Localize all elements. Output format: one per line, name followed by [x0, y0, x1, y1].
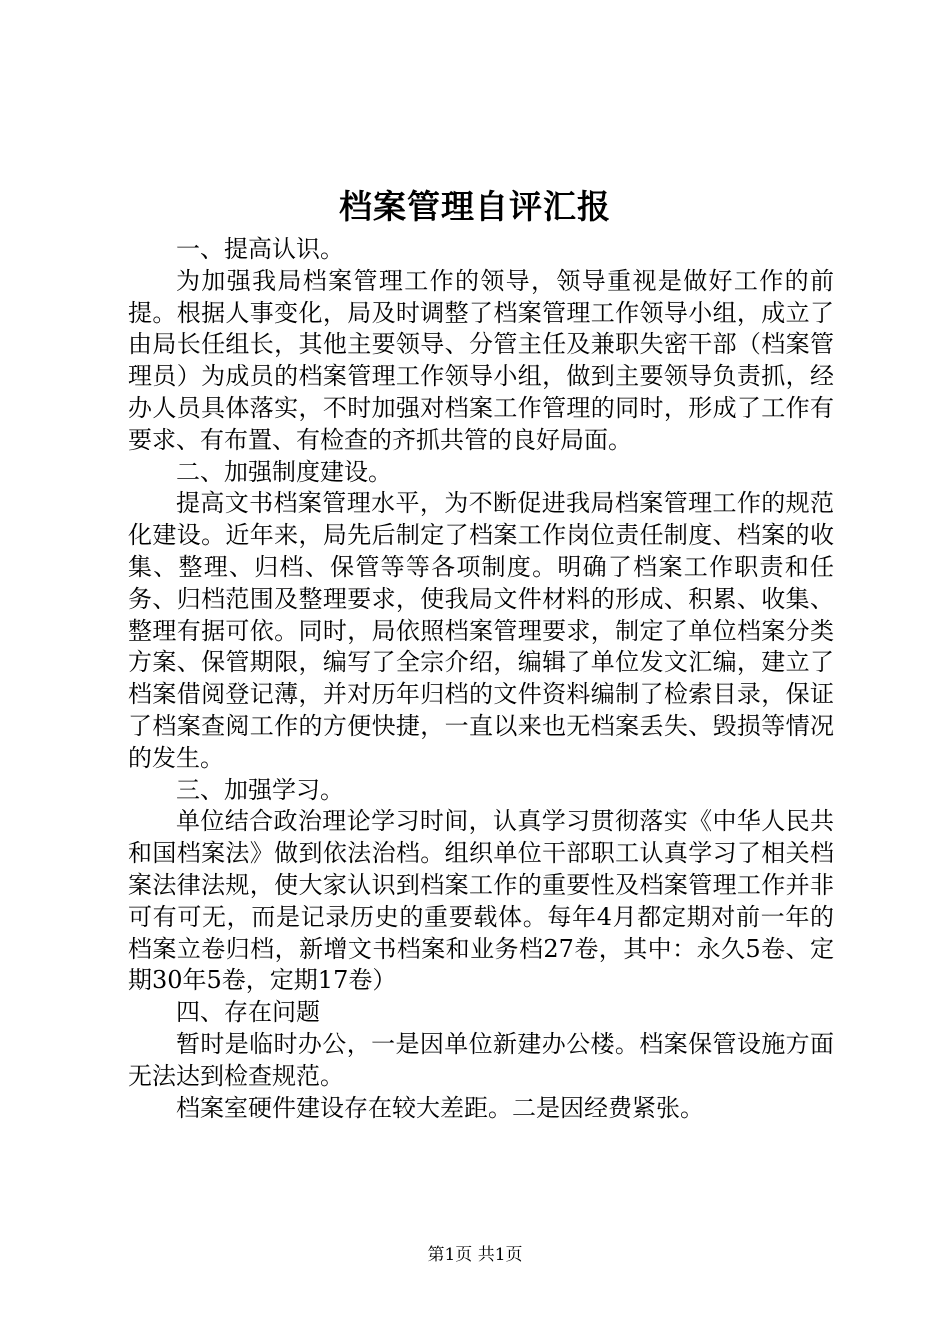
- paragraph: 为加强我局档案管理工作的领导，领导重视是做好工作的前提。根据人事变化，局及时调整了档案管理工作领导小组，成立了由局长任组长，其他主要领导、分管主任及兼职失密干部（档案管理员）为成员的档案管理工作领导小组，做到主要领导负责抓，经办人员具体落实，不时加强对档案工作管理的同时，形成了工作有要求、有布置、有检查的齐抓共管的良好局面。: [128, 266, 834, 454]
- section-heading: 三、加强学习。: [176, 775, 344, 804]
- paragraph: 提高文书档案管理水平，为不断促进我局档案管理工作的规范化建设。近年来，局先后制定了档案工作岗位责任制度、档案的收集、整理、归档、保管等等各项制度。明确了档案工作职责和任务、归档范围及整理要求，使我局文件材料的形成、积累、收集、整理有据可依。同时，局依照档案管理要求，制定了单位档案分类方案、保管期限，编写了全宗介绍，编辑了单位发文汇编，建立了档案借阅登记薄，并对历年归档的文件资料编制了检索目录，保证了档案查阅工作的方便快捷，一直以来也无档案丢失、毁损等情况的发生。: [128, 489, 834, 772]
- section-heading: 四、存在问题: [176, 998, 320, 1027]
- paragraph: 单位结合政治理论学习时间，认真学习贯彻落实《中华人民共和国档案法》做到依法治档。组织单位干部职工认真学习了相关档案法律法规，使大家认识到档案工作的重要性及档案管理工作并非可有可无，而是记录历史的重要载体。每年4月都定期对前一年的档案立卷归档，新增文书档案和业务档27卷，其中：永久5卷、定期30年5卷，定期17卷）: [128, 807, 834, 995]
- document-body: [128, 234, 834, 1124]
- paragraph: 暂时是临时办公，一是因单位新建办公楼。档案保管设施方面无法达到检查规范。: [128, 1029, 834, 1090]
- document-title: 档案管理自评汇报: [339, 187, 611, 226]
- section-heading: 一、提高认识。: [176, 235, 344, 263]
- section-heading: 二、加强制度建设。: [176, 457, 392, 486]
- paragraph: 档案室硬件建设存在较大差距。二是因经费紧张。: [176, 1093, 704, 1122]
- page-footer: 第1页 共1页: [427, 1245, 523, 1265]
